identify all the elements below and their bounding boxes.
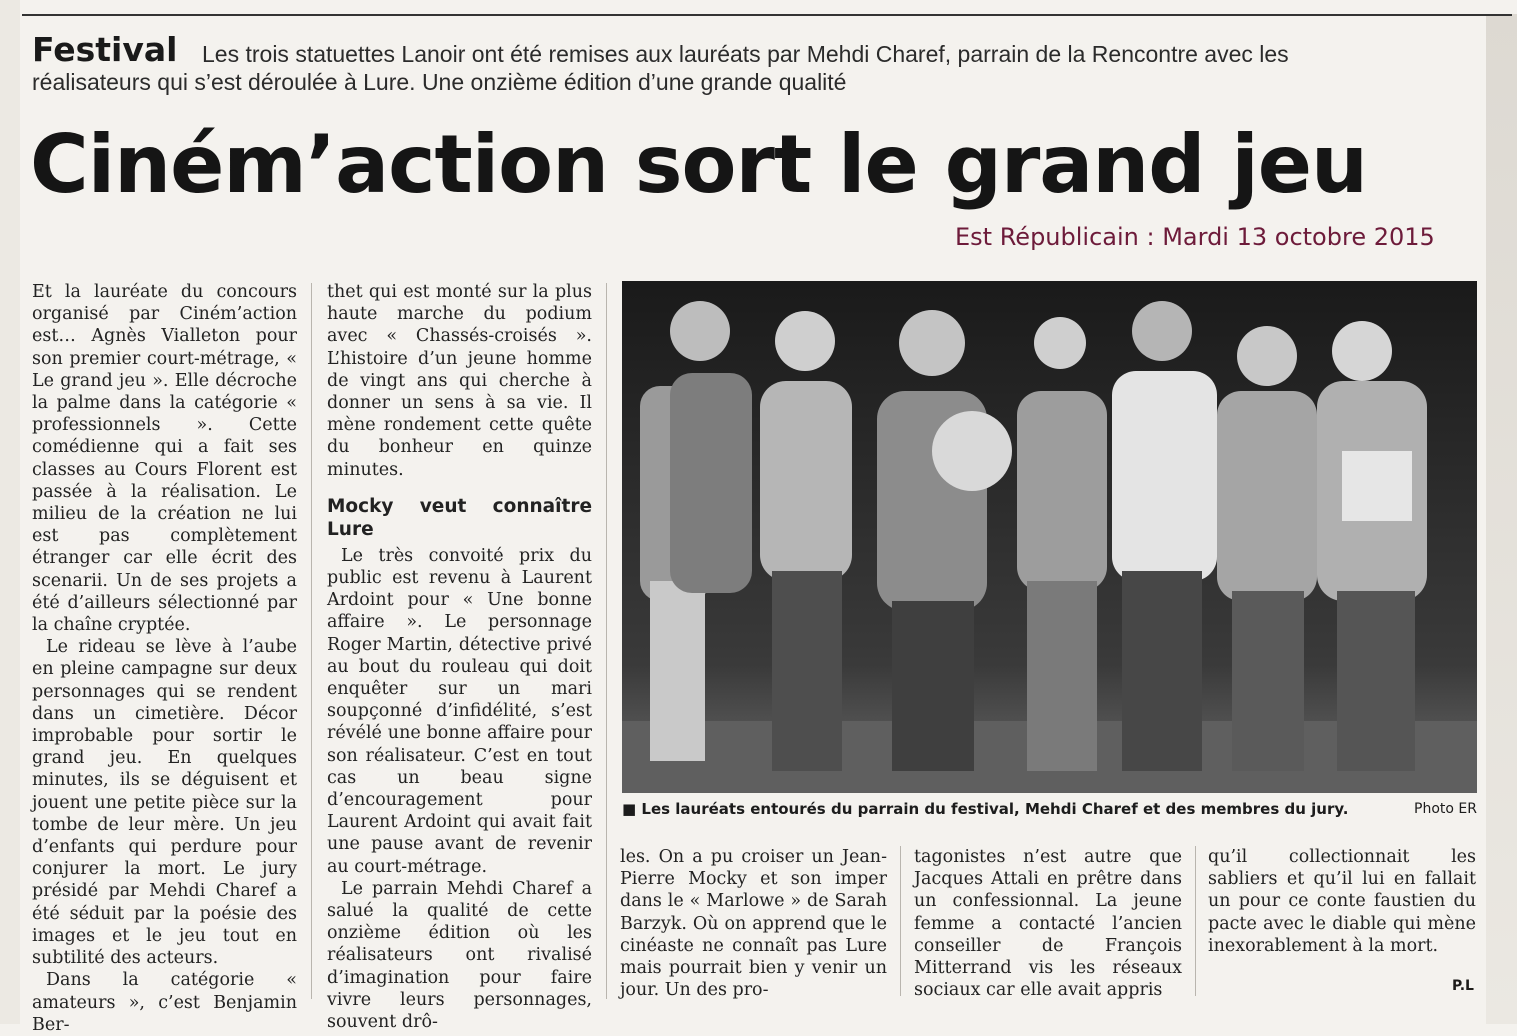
- column-4-paragraph: tagonistes n’est autre que Jacques Attali en prêtre dans un confessionnal. La jeune femme a contacté l’ancien conseiller de François Mitterrand vis les réseaux sociaux car elle avait appris: [914, 847, 1182, 1001]
- column-separator: [1195, 846, 1196, 996]
- article-photo: [622, 281, 1477, 793]
- column-1-paragraph-3: Dans la catégorie « amateurs », c’est Benjamin Ber-: [32, 970, 297, 1035]
- page-edge-right: [1486, 14, 1517, 1024]
- photo-caption: [622, 800, 1477, 818]
- photo-caption-text: ■ Les lauréats entourés du parrain du festival, Mehdi Charef et des membres du jury.: [622, 800, 1349, 818]
- column-3: [620, 846, 887, 1001]
- article-kicker: Festival: [32, 30, 178, 69]
- column-2-paragraph-3: Le parrain Mehdi Charef a salué la qualité de cette onzième édition où les réalisateurs ont rivalisé d’imagination pour faire vivre leurs personnages, souvent drô-: [327, 878, 592, 1033]
- column-1-paragraph-2: Le rideau se lève à l’aube en pleine campagne sur deux personnages qui se rendent dans un cimetière. Décor improbable pour sortir le grand jeu. En quelques minutes, ils se déguisent et jouent une petite pièce sur la tombe de leur mère. Un jeu d’enfants qui perdure pour conjurer la mort. Le jury présidé par Mehdi Charef a été séduit par la poésie des images et le jeu tout en subtilité des acteurs.: [32, 637, 297, 969]
- article-headline: Ciném’action sort le grand jeu: [30, 118, 1367, 211]
- column-2-paragraph-2: Le très convoité prix du public est revenu à Laurent Ardoint pour « Une bonne affaire ». Le personnage Roger Martin, détective privé au bout du rouleau qui doit enquêter sur un mari soupçonné d’infidélité, s’est révélé une bonne affaire pour son réalisateur. C’est en tout cas un beau signe d’encouragement pour Laurent Ardoint qui avait fait une pause avant de revenir au court-métrage.: [327, 545, 592, 877]
- top-rule: [22, 14, 1512, 16]
- photo-credit: Photo ER: [1414, 801, 1477, 817]
- page-edge-left: [0, 0, 20, 1024]
- article-subhead: Mocky veut connaître Lure: [327, 495, 592, 540]
- author-signature: P.L: [1452, 978, 1474, 994]
- column-separator: [311, 283, 312, 999]
- article-source-date: Est Républicain : Mardi 13 octobre 2015: [955, 223, 1435, 251]
- column-5-paragraph: qu’il collectionnait les sabliers et qu’il lui en fallait un pour ce conte faustien du pacte avec le diable qui mène inexorablement à la mort.: [1208, 847, 1476, 956]
- column-3-paragraph: les. On a pu croiser un Jean-Pierre Mocky et son imper dans le « Marlowe » de Sarah Barzyk. Où on apprend que le cinéaste ne connaît pas Lure mais pourrait bien y venir un jour. Un des pro-: [620, 847, 887, 1001]
- column-1: [32, 281, 297, 1036]
- column-2-paragraph-1: thet qui est monté sur la plus haute marche du podium avec « Chassés-croisés ». L’histoire d’un jeune homme de vingt ans qui cherche à donner un sens à sa vie. Il mène rondement cette quête du bonheur en quinze minutes.: [327, 282, 592, 480]
- column-1-paragraph-1: Et la lauréate du concours organisé par Ciném’action est… Agnès Vialleton pour son premier court-métrage, « Le grand jeu ». Elle décroche la palme dans la catégorie « professionnels ». Cette comédienne qui a fait ses classes au Cours Florent est passée à la réalisation. Le milieu de la création ne lui est pas complètement étranger car elle écrit des scenarii. Un de ses projets a été d’ailleurs sélectionné par la chaîne cryptée.: [32, 282, 297, 636]
- column-separator: [900, 846, 901, 996]
- column-4: [914, 846, 1182, 1001]
- column-separator: [606, 283, 607, 999]
- laureates-photo-illustration: [622, 281, 1477, 793]
- column-5: [1208, 846, 1476, 957]
- article-deck: Les trois statuettes Lanoir ont été remises aux lauréats par Mehdi Charef, parrain de la Rencontre avec les réalisateurs qui s’est déroulée à Lure. Une onzième édition d’une grande qualité: [32, 41, 1289, 95]
- column-2: [327, 281, 592, 1033]
